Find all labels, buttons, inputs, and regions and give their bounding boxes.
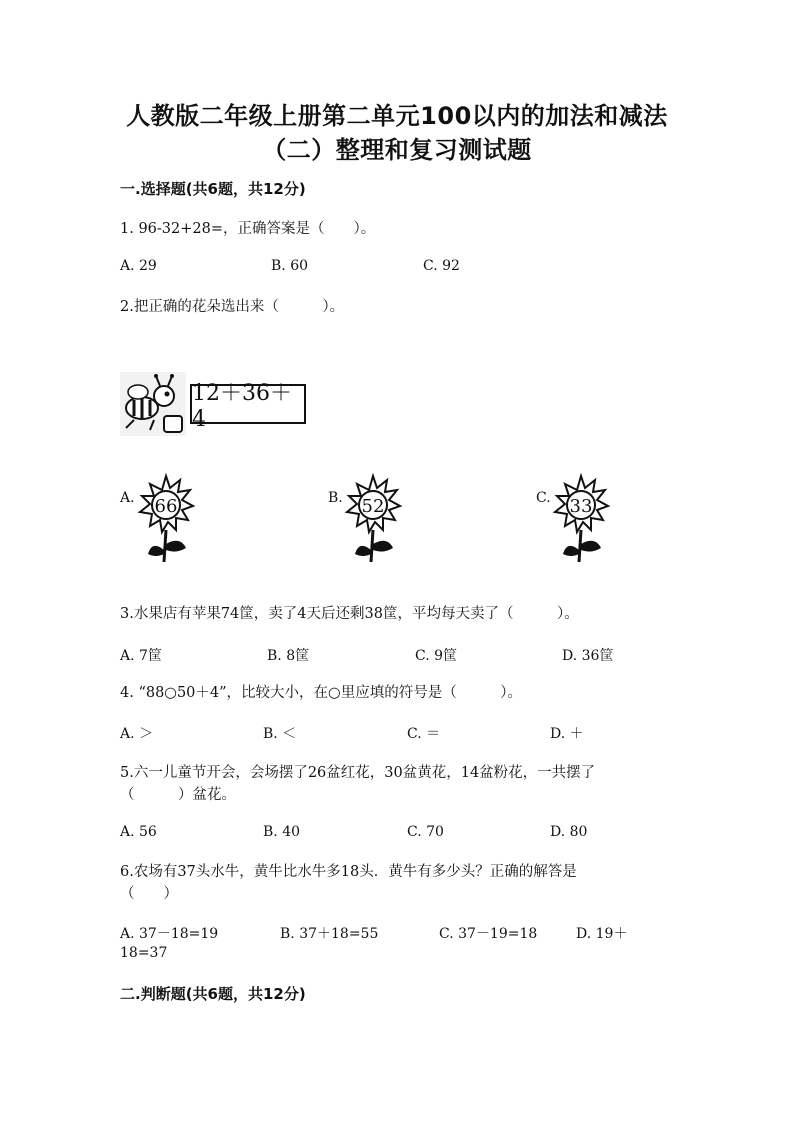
question-6-option-d-wrap: 18=37 xyxy=(120,945,168,961)
question-2-option-b-label[interactable]: B. xyxy=(328,490,343,506)
question-4-text: 4. “88○50＋4”，比较大小，在○里应填的符号是（ ）。 xyxy=(120,685,522,701)
flower-b-number: 52 xyxy=(361,496,385,517)
question-6-option-c[interactable]: C. 37－19=18 xyxy=(439,926,538,942)
question-3-option-d[interactable]: D. 36筐 xyxy=(562,648,614,664)
question-1-option-c[interactable]: C. 92 xyxy=(423,258,460,274)
flower-a[interactable] xyxy=(138,474,194,564)
bee-illustration xyxy=(120,372,186,436)
question-3-option-a[interactable]: A. 7筐 xyxy=(120,648,162,664)
flower-a-number: 66 xyxy=(154,496,178,517)
question-4-option-b[interactable]: B. ＜ xyxy=(263,726,297,742)
question-5-option-a[interactable]: A. 56 xyxy=(120,824,157,840)
question-5-text-line1: 5.六一儿童节开会，会场摆了26盆红花，30盆黄花，14盆粉花，一共摆了 xyxy=(120,765,596,781)
page-title-line1: 人教版二年级上册第二单元100以内的加法和减法 xyxy=(126,102,668,130)
flower-c[interactable] xyxy=(553,474,609,564)
section-heading-choice: 一.选择题(共6题，共12分) xyxy=(120,180,306,198)
expression-box xyxy=(190,381,306,432)
flower-icon xyxy=(555,476,608,562)
question-5-option-c[interactable]: C. 70 xyxy=(407,824,444,840)
question-5-text-line2: （ ）盆花。 xyxy=(120,787,236,803)
question-3-option-b[interactable]: B. 8筐 xyxy=(267,648,310,664)
question-3-text: 3.水果店有苹果74筐，卖了4天后还剩38筐，平均每天卖了（ ）。 xyxy=(120,606,579,622)
question-1-text: 1. 96-32+28=，正确答案是（ ）。 xyxy=(120,221,376,237)
question-2-option-a-label[interactable]: A. xyxy=(120,490,135,506)
question-6-text-line2: （ ） xyxy=(120,886,178,902)
question-1-option-b[interactable]: B. 60 xyxy=(271,258,309,274)
question-4-option-c[interactable]: C. ＝ xyxy=(407,726,441,742)
question-3-option-c[interactable]: C. 9筐 xyxy=(415,648,458,664)
question-1-option-a[interactable]: A. 29 xyxy=(120,258,157,274)
question-6-option-a[interactable]: A. 37－18=19 xyxy=(120,926,219,942)
question-4-option-d[interactable]: D. ＋ xyxy=(550,726,584,742)
page-title-line2: （二）整理和复习测试题 xyxy=(262,136,532,164)
question-4-option-a[interactable]: A. ＞ xyxy=(120,726,154,742)
flower-icon xyxy=(347,476,400,562)
question-5-option-d[interactable]: D. 80 xyxy=(550,824,588,840)
section-heading-judgement: 二.判断题(共6题，共12分) xyxy=(120,985,306,1003)
question-2-text: 2.把正确的花朵选出来（ ）。 xyxy=(120,299,345,315)
question-6-text-line1: 6.农场有37头水牛，黄牛比水牛多18头．黄牛有多少头？正确的解答是 xyxy=(120,864,577,880)
question-6-option-b[interactable]: B. 37＋18=55 xyxy=(280,926,379,942)
question-5-option-b[interactable]: B. 40 xyxy=(263,824,301,840)
expression-text: 12＋36＋4 xyxy=(192,381,292,432)
flower-c-number: 33 xyxy=(569,496,593,517)
flower-b[interactable] xyxy=(345,474,401,564)
question-2-option-c-label[interactable]: C. xyxy=(536,490,551,506)
question-6-option-d[interactable]: D. 19＋ xyxy=(576,926,628,942)
flower-icon xyxy=(140,476,193,562)
